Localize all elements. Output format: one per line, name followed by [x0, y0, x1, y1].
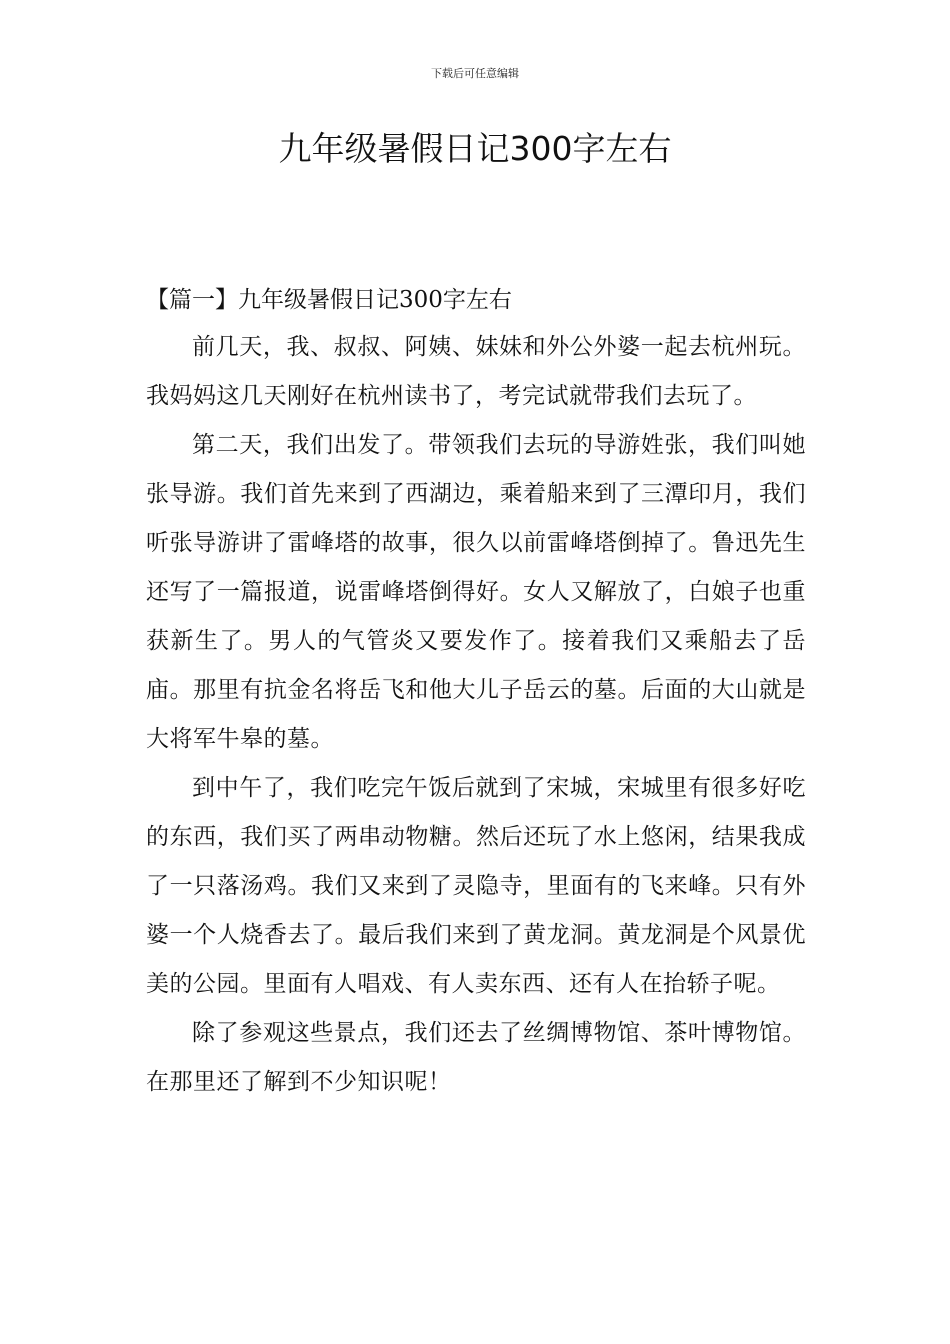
paragraph-4: 除了参观这些景点，我们还去了丝绸博物馆、茶叶博物馆。在那里还了解到不少知识呢！	[146, 1020, 806, 1095]
paragraph-1: 前几天，我、叔叔、阿姨、妹妹和外公外婆一起去杭州玩。我妈妈这几天刚好在杭州读书了，考完试就带我们去玩了。	[146, 334, 806, 409]
section-heading: 【篇一】九年级暑假日记300字左右	[146, 287, 512, 313]
paragraph-2: 第二天，我们出发了。带领我们去玩的导游姓张，我们叫她张导游。我们首先来到了西湖边，乘着船来到了三潭印月，我们听张导游讲了雷峰塔的故事，很久以前雷峰塔倒掉了。鲁迅先生还写了一篇报道，说雷峰塔倒得好。女人又解放了，白娘子也重获新生了。男人的气管炎又要发作了。接着我们又乘船去了岳庙。那里有抗金名将岳飞和他大儿子岳云的墓。后面的大山就是大将军牛皋的墓。	[146, 432, 806, 752]
paragraph-3: 到中午了，我们吃完午饭后就到了宋城，宋城里有很多好吃的东西，我们买了两串动物糖。然后还玩了水上悠闲，结果我成了一只落汤鸡。我们又来到了灵隐寺，里面有的飞来峰。只有外婆一个人烧香去了。最后我们来到了黄龙洞。黄龙洞是个风景优美的公园。里面有人唱戏、有人卖东西、还有人在抬轿子呢。	[146, 775, 806, 997]
document-title: 九年级暑假日记300字左右	[278, 129, 672, 168]
header-note: 下载后可任意编辑	[431, 67, 519, 80]
document-body	[146, 278, 806, 1107]
